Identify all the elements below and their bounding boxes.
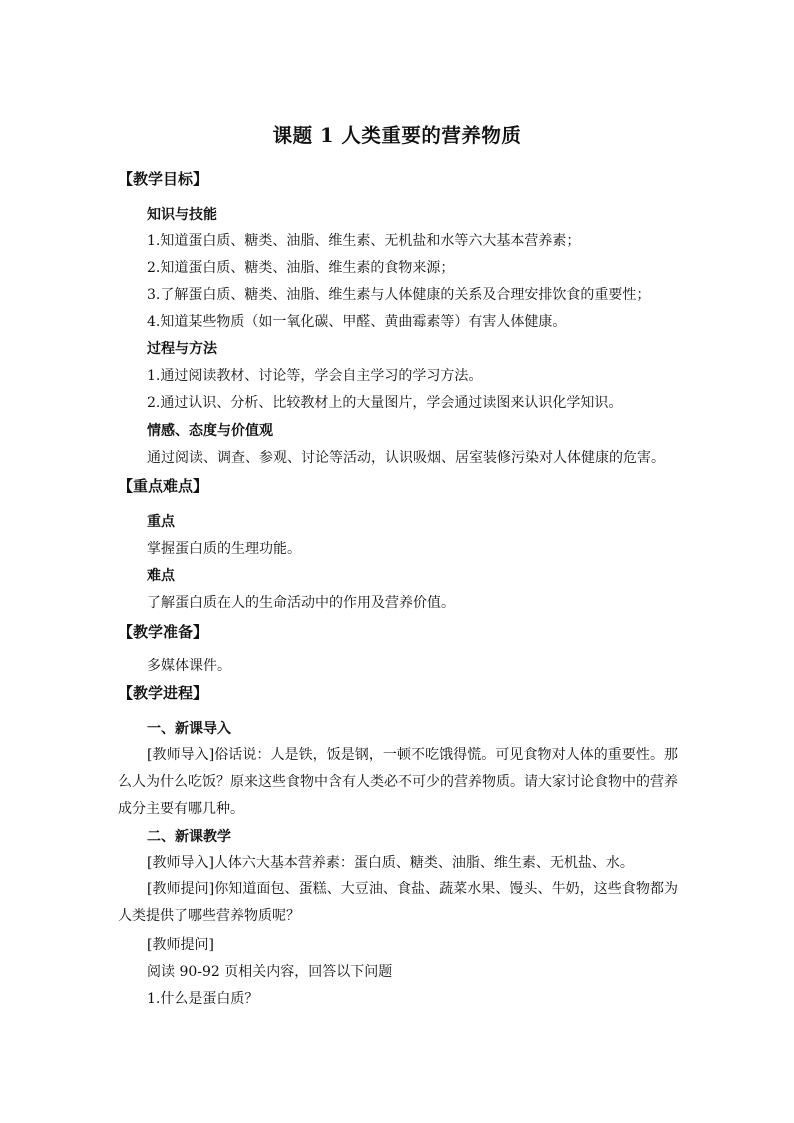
teaching-line-3: [教师提问] [147,937,214,953]
knowledge-item-2: 2.知道蛋白质、糖类、油脂、维生素的食物来源； [147,260,455,276]
subheading-process-methods: 过程与方法 [147,341,217,357]
emotion-item-1: 通过阅读、调查、参观、讨论等活动，认识吸烟、居室装修污染对人体健康的危害。 [147,450,665,466]
subheading-focus: 重点 [147,514,175,530]
subheading-difficulty: 难点 [147,568,175,584]
knowledge-item-1: 1.知道蛋白质、糖类、油脂、维生素、无机盐和水等六大基本营养素； [147,233,581,249]
teaching-line-4: 阅读 90-92 页相关内容，回答以下问题 [147,964,393,980]
section-heading-key-points: 【重点难点】 [118,477,209,495]
section-heading-teaching-process: 【教学进程】 [118,684,209,702]
difficulty-text: 了解蛋白质在人的生命活动中的作用及营养价值。 [147,595,455,611]
subheading-lesson-intro: 一、新课导入 [147,721,231,737]
subheading-knowledge-skills: 知识与技能 [147,207,217,223]
section-heading-preparation: 【教学准备】 [118,623,209,641]
intro-paragraph: [教师导入]俗话说：人是铁，饭是钢，一顿不吃饿得慌。可见食物对人体的重要性。那么人为什么吃饭？原来这些食物中含有人类必不可少的营养物质。请大家讨论食物中的营养成分主要有哪几种。 [118,747,678,817]
teaching-line-5: 1.什么是蛋白质？ [147,991,259,1007]
subheading-new-lesson: 二、新课教学 [147,829,231,845]
knowledge-item-3: 3.了解蛋白质、糖类、油脂、维生素与人体健康的关系及合理安排饮食的重要性； [147,287,651,303]
document-title: 课题 1 人类重要的营养物质 [272,124,522,147]
process-item-1: 1.通过阅读教材、讨论等，学会自主学习的学习方法。 [147,368,483,384]
teaching-paragraph-2: [教师提问]你知道面包、蛋糕、大豆油、食盐、蔬菜水果、馒头、牛奶，这些食物都为人类提供了哪些营养物质呢？ [118,881,678,924]
process-item-2: 2.通过认识、分析、比较教材上的大量图片，学会通过读图来认识化学知识。 [147,395,623,411]
knowledge-item-4: 4.知道某些物质（如一氧化碳、甲醛、黄曲霉素等）有害人体健康。 [147,314,567,330]
preparation-text: 多媒体课件。 [147,658,231,674]
section-heading-objectives: 【教学目标】 [118,170,209,188]
subheading-emotion-values: 情感、态度与价值观 [147,423,273,439]
focus-text: 掌握蛋白质的生理功能。 [147,541,301,557]
teaching-line-1: [教师导入]人体六大基本营养素：蛋白质、糖类、油脂、维生素、无机盐、水。 [147,855,634,871]
